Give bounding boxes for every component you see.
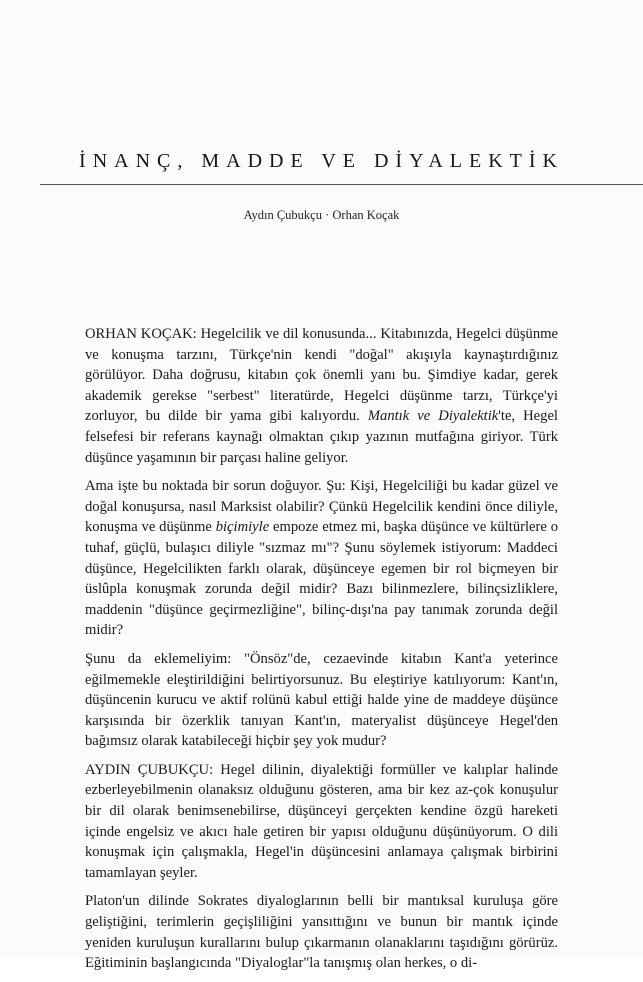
paragraph-text: Şunu da eklemeliyim: "Önsöz"de, cezaevinde kitabın Kant'a yeterince eğilmemekle eleştirildiğini belirtiyorsunuz. Bu eleştiriye katılıyorum: Kant'ın, düşüncenin kurucu ve aktif rolünü kabul ettiği halde yine de maddeye düşünce karşısında bir özerklik tanıyan Kant'ın, materyalist düşünceye Hegel'den bağımsız olarak katabileceği hiçbir şey yok mudur? (85, 650, 558, 750)
paragraph-text: Platon'un dilinde Sokrates diyaloglarının belli bir mantıksal kuruluşa göre geliştiğini, terimlerin geçişliliğini yansıttığını ve bunun bir mantık içinde yeniden kuruluşun kurallarını bulup çıkarmanın olanaklarını taşıdığını görürüz. Eğitiminin başlangıcında "Diyaloglar"la tanışmış olan herkes, o di- (85, 893, 558, 972)
article-authors: Aydın Çubukçu · Orhan Koçak (243, 208, 400, 222)
paragraph-text: empoze etmez mi, başka düşünce ve kültürlere o tuhaf, güçlü, bulaşıcı diliyle "sızmaz mı"? Şunu söylemek istiyorum: Maddeci düşünce, Hegelcilikten farklı olarak, düşünceye egemen bir rol biçmeyen bir üslûpla konuşmak zorunda değil midir? Bazı bilinmezlere, bilinçsizliklere, maddenin "düşünce geçirmezliğine", bilinç-dışı'na pay tanımak zorunda değil midir? (85, 519, 558, 639)
paragraph (85, 760, 558, 884)
paragraph-text: Ama işte bu noktada bir sorun doğuyor. Şu: Kişi, Hegelciliği bu kadar güzel ve doğal konuşursa, nasıl Marksist olabilir? Çünkü Hegelcilik kendini önce diliyle, konuşma ve düşünme (85, 478, 558, 536)
article-body (85, 324, 558, 982)
paragraph-text: AYDIN ÇUBUKÇU: Hegel dilinin, diyalektiği formüller ve kalıplar halinde ezberleyebilmenin olanaksız olduğunu gösteren, ama bir kez az-çok konuşulur bir dil olarak benimsenebilirse, düşünceyi gerçekten kendine özgü hareketi içinde engelsiz ve akıcı hale getiren bir yapısı olduğunu düşünüyorum. O dili konuşmak için çalışmakla, Hegel'in düşüncesini anlamaya çalışmak birbirini tamamlayan şeyler. (85, 761, 558, 881)
paragraph (85, 891, 558, 973)
italic-title: Mantık ve Diyalektik (367, 408, 499, 425)
title-divider (40, 184, 643, 185)
article-title: İNANÇ, MADDE VE DİYALEKTİK (79, 150, 564, 172)
paragraph (85, 649, 558, 752)
paragraph (85, 476, 558, 641)
paragraph-text: ORHAN KOÇAK: Hegelcilik ve dil konusunda... Kitabınızda, Hegelci düşünme ve konuşma tarzını, Türkçe'nin kendi "doğal" akışıyla kaynaştırdığınız görülüyor. Daha doğrusu, kitabın çok önemli yanı bu. Şimdiye kadar, gerek akademik gerekse "serbest" literatürde, Hegelci düşünme tarzı, Türkçe'yi zorluyor, bu dilde bir yama gibi kalıyordu. (85, 326, 558, 425)
paragraph (85, 324, 558, 468)
italic-word: biçimiyle (215, 519, 270, 536)
paragraph-text: 'te, Hegel felsefesi bir referans kaynağı olmaktan çıkıp yazının mutfağına giriyor. Türk düşünce yaşamının bir parçası haline geliyor. (85, 408, 558, 466)
